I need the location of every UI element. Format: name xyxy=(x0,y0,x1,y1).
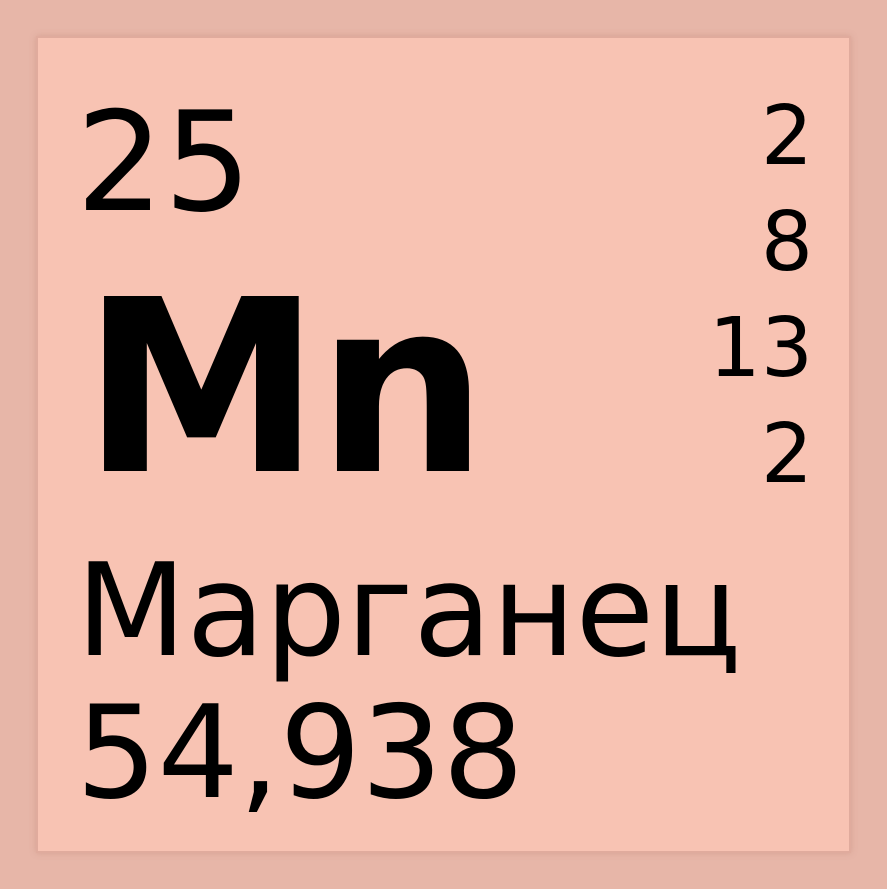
electron-shell-4: 2 xyxy=(760,407,813,502)
electron-shell-2: 8 xyxy=(760,195,813,290)
atomic-mass: 54,938 xyxy=(76,679,524,828)
element-symbol: Mn xyxy=(82,248,484,528)
electron-shell-1: 2 xyxy=(760,89,813,184)
element-tile xyxy=(36,36,851,853)
element-name: Марганец xyxy=(76,537,742,686)
atomic-number: 25 xyxy=(76,82,252,243)
electron-shell-3: 13 xyxy=(708,301,813,396)
